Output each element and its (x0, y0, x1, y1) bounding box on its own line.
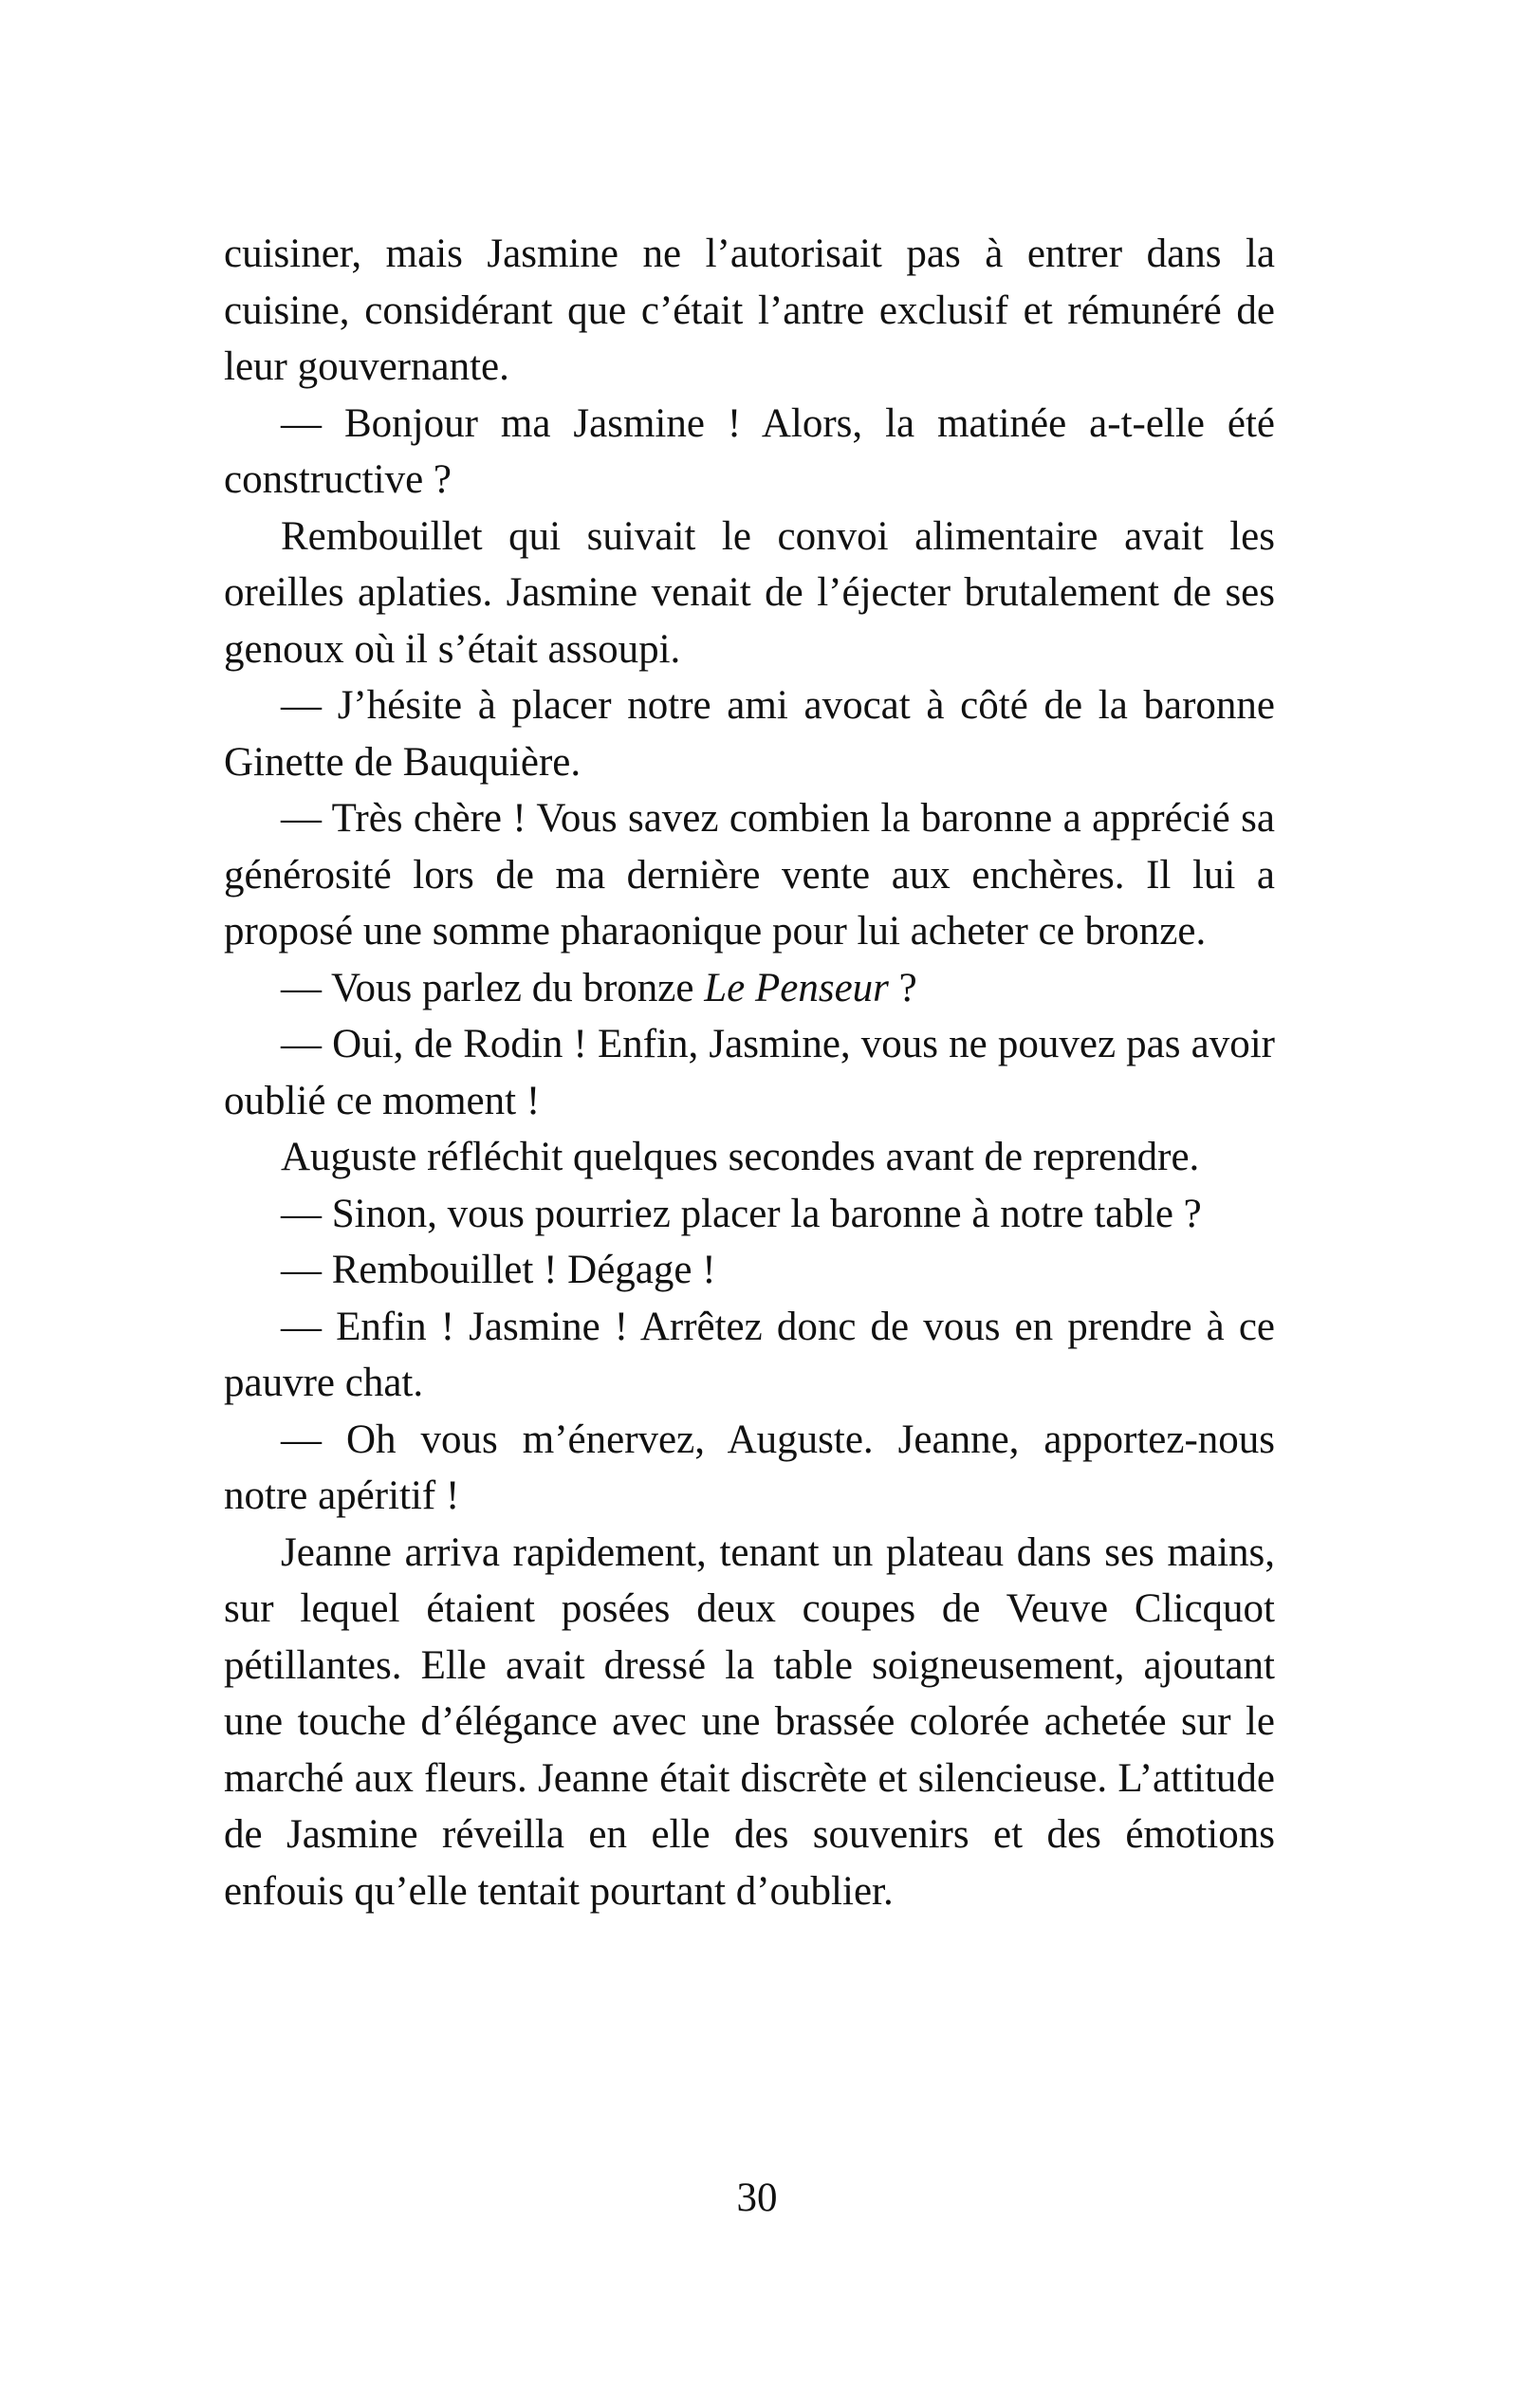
paragraph: — Très chère ! Vous savez combien la baronne a apprécié sa générosité lors de ma dernière vente aux enchères. Il lui a proposé une somme pharaonique pour lui acheter ce bronze. (224, 796, 1275, 954)
paragraph-with-title (224, 960, 1275, 1017)
paragraph: Jeanne arriva rapidement, tenant un plateau dans ses mains, sur lequel étaient posées deux coupes de Veuve Clicquot pétillantes. Elle avait dressé la table soigneusement, ajoutant une touche d’élégance avec une brassée colorée achetée sur le marché aux fleurs. Jeanne était discrète et silencieuse. L’attitude de Jasmine réveilla en elle des souvenirs et des émotions enfouis qu’elle tentait pourtant d’oublier. (224, 1529, 1275, 1914)
paragraph: — Oh vous m’énervez, Auguste. Jeanne, apportez-nous notre apéritif ! (224, 1417, 1275, 1518)
paragraph: — Oui, de Rodin ! Enfin, Jasmine, vous ne pouvez pas avoir oublié ce moment ! (224, 1022, 1275, 1123)
dialogue-text: — Vous parlez du bronze (281, 965, 705, 1010)
paragraph: — Sinon, vous pourriez placer la baronne à notre table ? (281, 1191, 1202, 1236)
artwork-title: Le Penseur (704, 965, 889, 1010)
body-text (224, 226, 1275, 1919)
paragraph: Rembouillet qui suivait le convoi alimentaire avait les oreilles aplaties. Jasmine venait de l’éjecter brutalement de ses genoux où il s’était assoupi. (224, 513, 1275, 672)
page-number: 30 (736, 2176, 778, 2220)
paragraph: — Rembouillet ! Dégage ! (281, 1248, 716, 1292)
paragraph: — J’hésite à placer notre ami avocat à côté de la baronne Ginette de Bauquière. (224, 683, 1275, 785)
paragraph: Auguste réfléchit quelques secondes avant de reprendre. (281, 1135, 1200, 1179)
paragraph: — Enfin ! Jasmine ! Arrêtez donc de vous en prendre à ce pauvre chat. (224, 1304, 1275, 1405)
paragraph: — Bonjour ma Jasmine ! Alors, la matinée a-t-elle été constructive ? (224, 400, 1275, 502)
dialogue-text: ? (888, 965, 917, 1010)
paragraph: cuisiner, mais Jasmine ne l’autorisait pas à entrer dans la cuisine, considérant que c’était l’antre exclusif et rémunéré de leur gouvernante. (224, 232, 1275, 389)
